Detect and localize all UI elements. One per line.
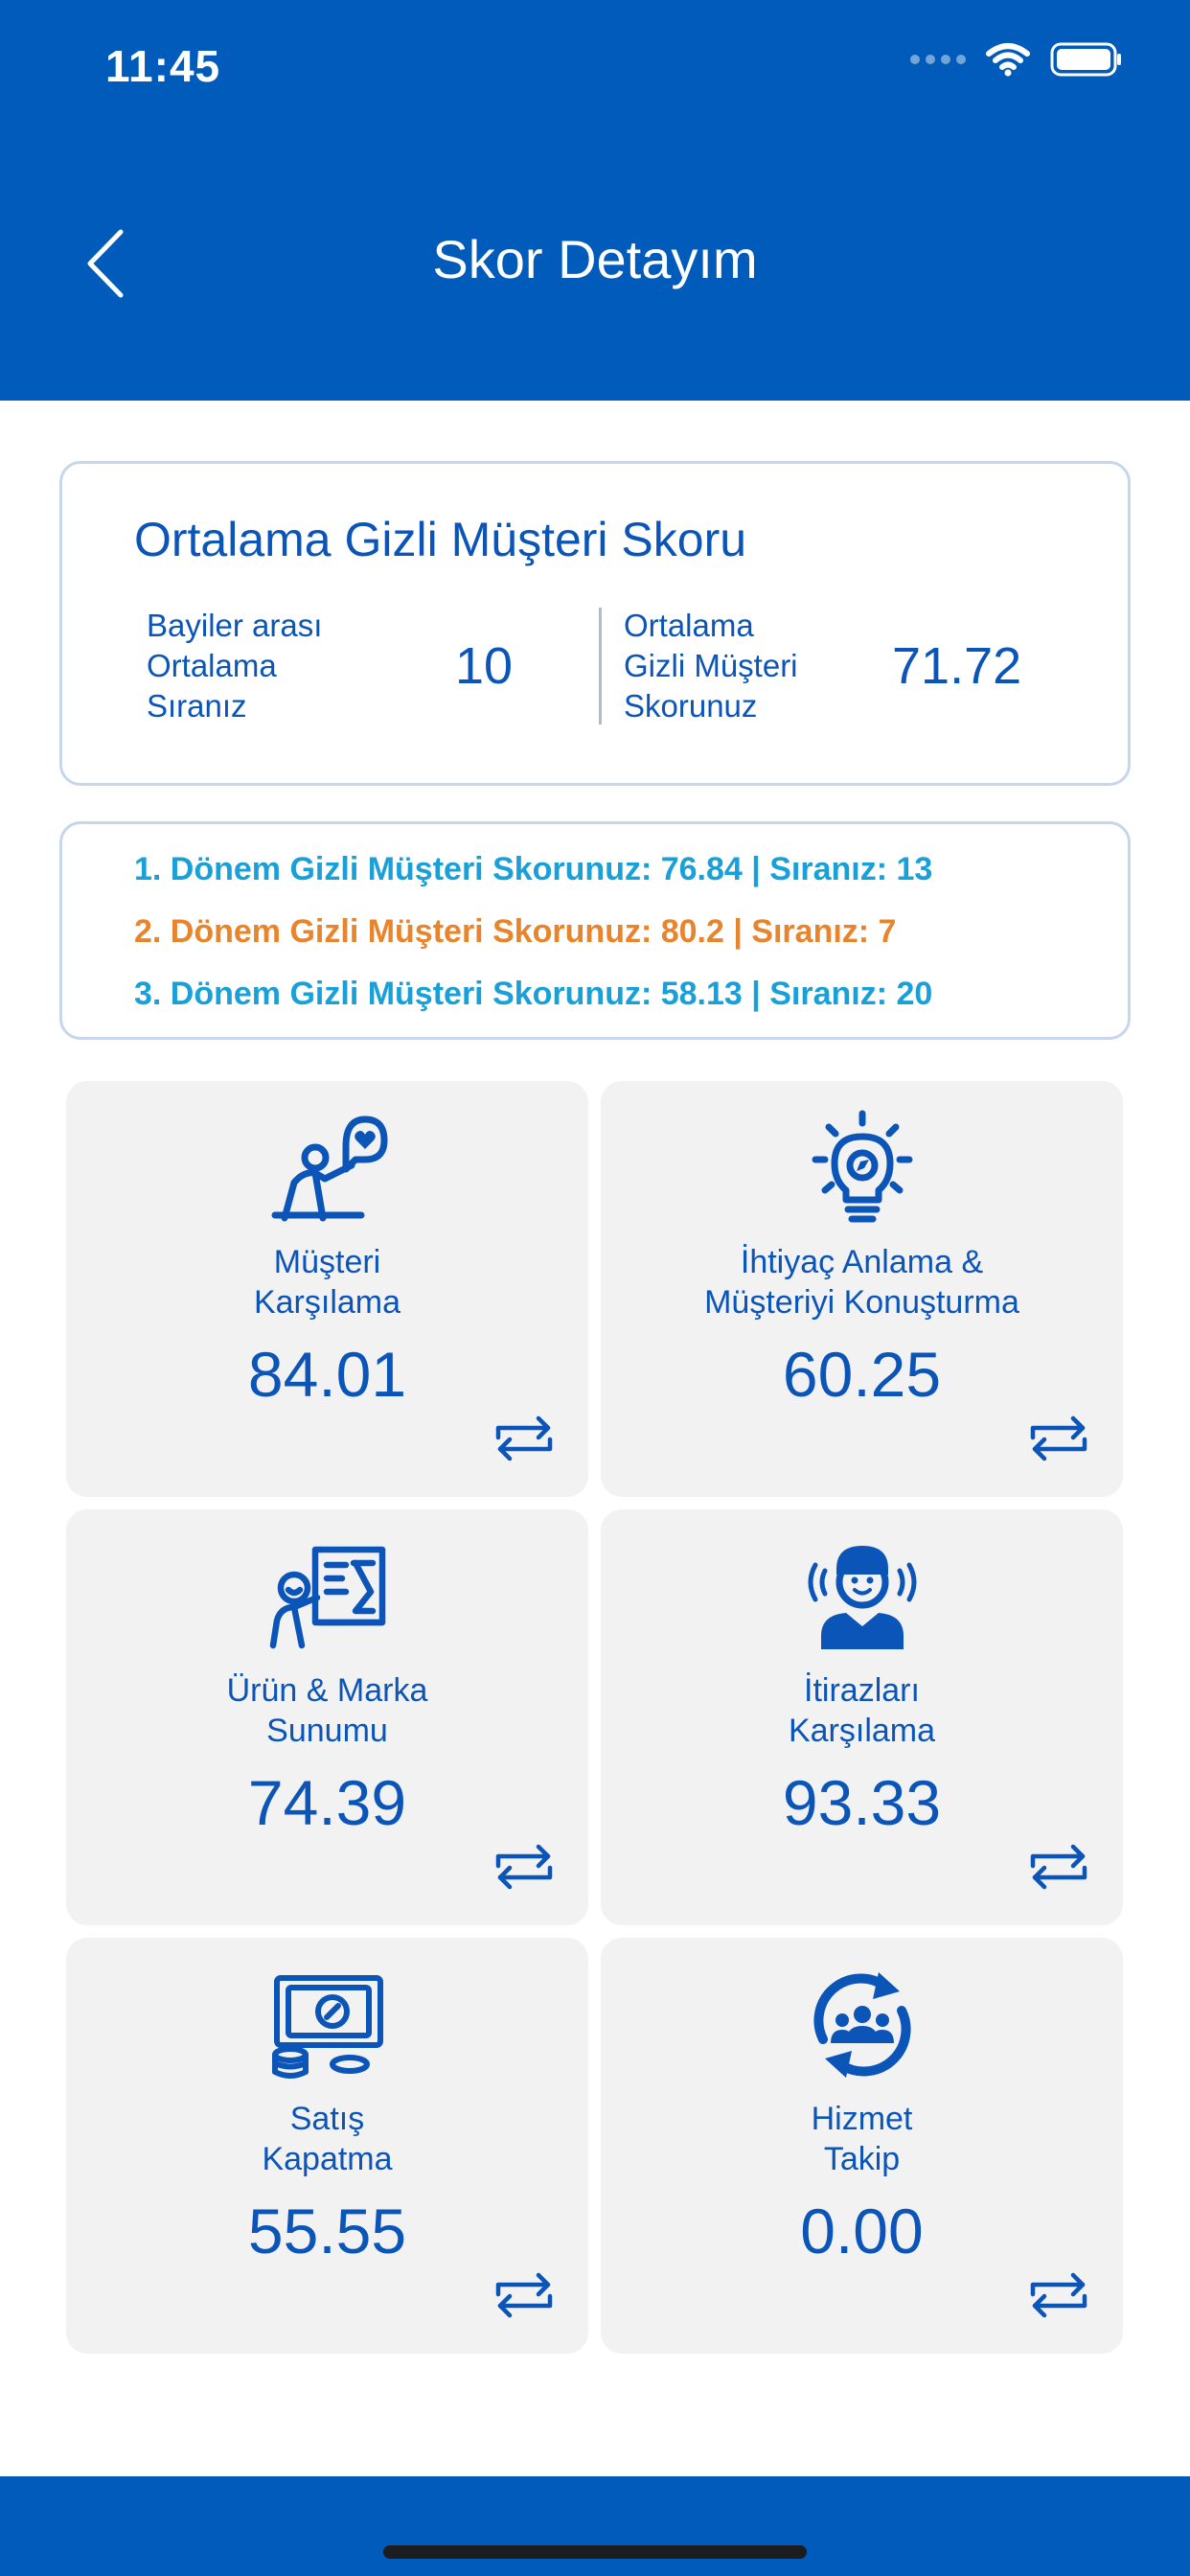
category-name: Ürün & Marka Sunumu <box>226 1672 428 1749</box>
rank-value: 10 <box>455 637 514 695</box>
average-score-card <box>59 461 1131 786</box>
cellular-signal-icon <box>910 55 966 64</box>
score-value: 71.72 <box>892 637 1022 695</box>
category-name: Satış Kapatma <box>262 2101 393 2177</box>
status-time: 11:45 <box>105 41 221 91</box>
category-score: 84.01 <box>247 1339 407 1410</box>
swap-arrows-icon[interactable] <box>492 1414 556 1462</box>
category-tile-product-presentation[interactable] <box>66 1509 588 1925</box>
presentation-icon <box>265 1536 390 1657</box>
swap-arrows-icon[interactable] <box>492 1843 556 1891</box>
customer-greeting-icon <box>265 1108 390 1229</box>
category-score: 60.25 <box>782 1339 942 1410</box>
period-scores-card <box>59 821 1131 1040</box>
rank-label: Bayiler arası Ortalama Sıranız <box>147 608 323 724</box>
category-score: 93.33 <box>782 1767 942 1838</box>
swap-arrows-icon[interactable] <box>492 2271 556 2319</box>
people-cycle-icon <box>800 1965 925 2085</box>
category-tile-objection-handling[interactable] <box>601 1509 1123 1925</box>
category-score: 55.55 <box>247 2196 407 2266</box>
period-1-score: 1. Dönem Gizli Müşteri Skorunuz: 76.84 | Sıranız: 13 <box>134 851 933 887</box>
category-name: Hizmet Takip <box>811 2101 913 2177</box>
wifi-icon <box>985 42 1031 77</box>
battery-icon <box>1050 42 1123 77</box>
swap-arrows-icon[interactable] <box>1027 1843 1090 1891</box>
score-label: Ortalama Gizli Müşteri Skorunuz <box>624 608 798 724</box>
swap-arrows-icon[interactable] <box>1027 1414 1090 1462</box>
category-score: 0.00 <box>800 2196 924 2266</box>
summary-title: Ortalama Gizli Müşteri Skoru <box>134 513 747 566</box>
period-3-score: 3. Dönem Gizli Müşteri Skorunuz: 58.13 | Sıranız: 20 <box>134 976 933 1012</box>
category-score: 74.39 <box>247 1767 407 1838</box>
lightbulb-icon <box>800 1108 925 1229</box>
status-icons <box>910 42 1123 77</box>
bottom-bar <box>0 2476 1190 2576</box>
category-tile-needs-understanding[interactable] <box>601 1081 1123 1497</box>
home-indicator[interactable] <box>383 2545 807 2559</box>
swap-arrows-icon[interactable] <box>1027 2271 1090 2319</box>
category-tile-service-follow-up[interactable] <box>601 1938 1123 2354</box>
category-name: İtirazları Karşılama <box>788 1672 936 1749</box>
category-tile-sales-closing[interactable] <box>66 1938 588 2354</box>
page-title: Skor Detayım <box>432 229 758 289</box>
agent-listening-icon <box>800 1536 925 1657</box>
app-header <box>0 0 1190 401</box>
category-name: Müşteri Karşılama <box>253 1244 401 1321</box>
category-tile-customer-greeting[interactable] <box>66 1081 588 1497</box>
period-2-score: 2. Dönem Gizli Müşteri Skorunuz: 80.2 | Sıranız: 7 <box>134 913 897 950</box>
summary-divider <box>599 608 602 724</box>
category-name: İhtiyaç Anlama & Müşteriyi Konuşturma <box>704 1244 1019 1321</box>
money-icon <box>265 1965 390 2085</box>
